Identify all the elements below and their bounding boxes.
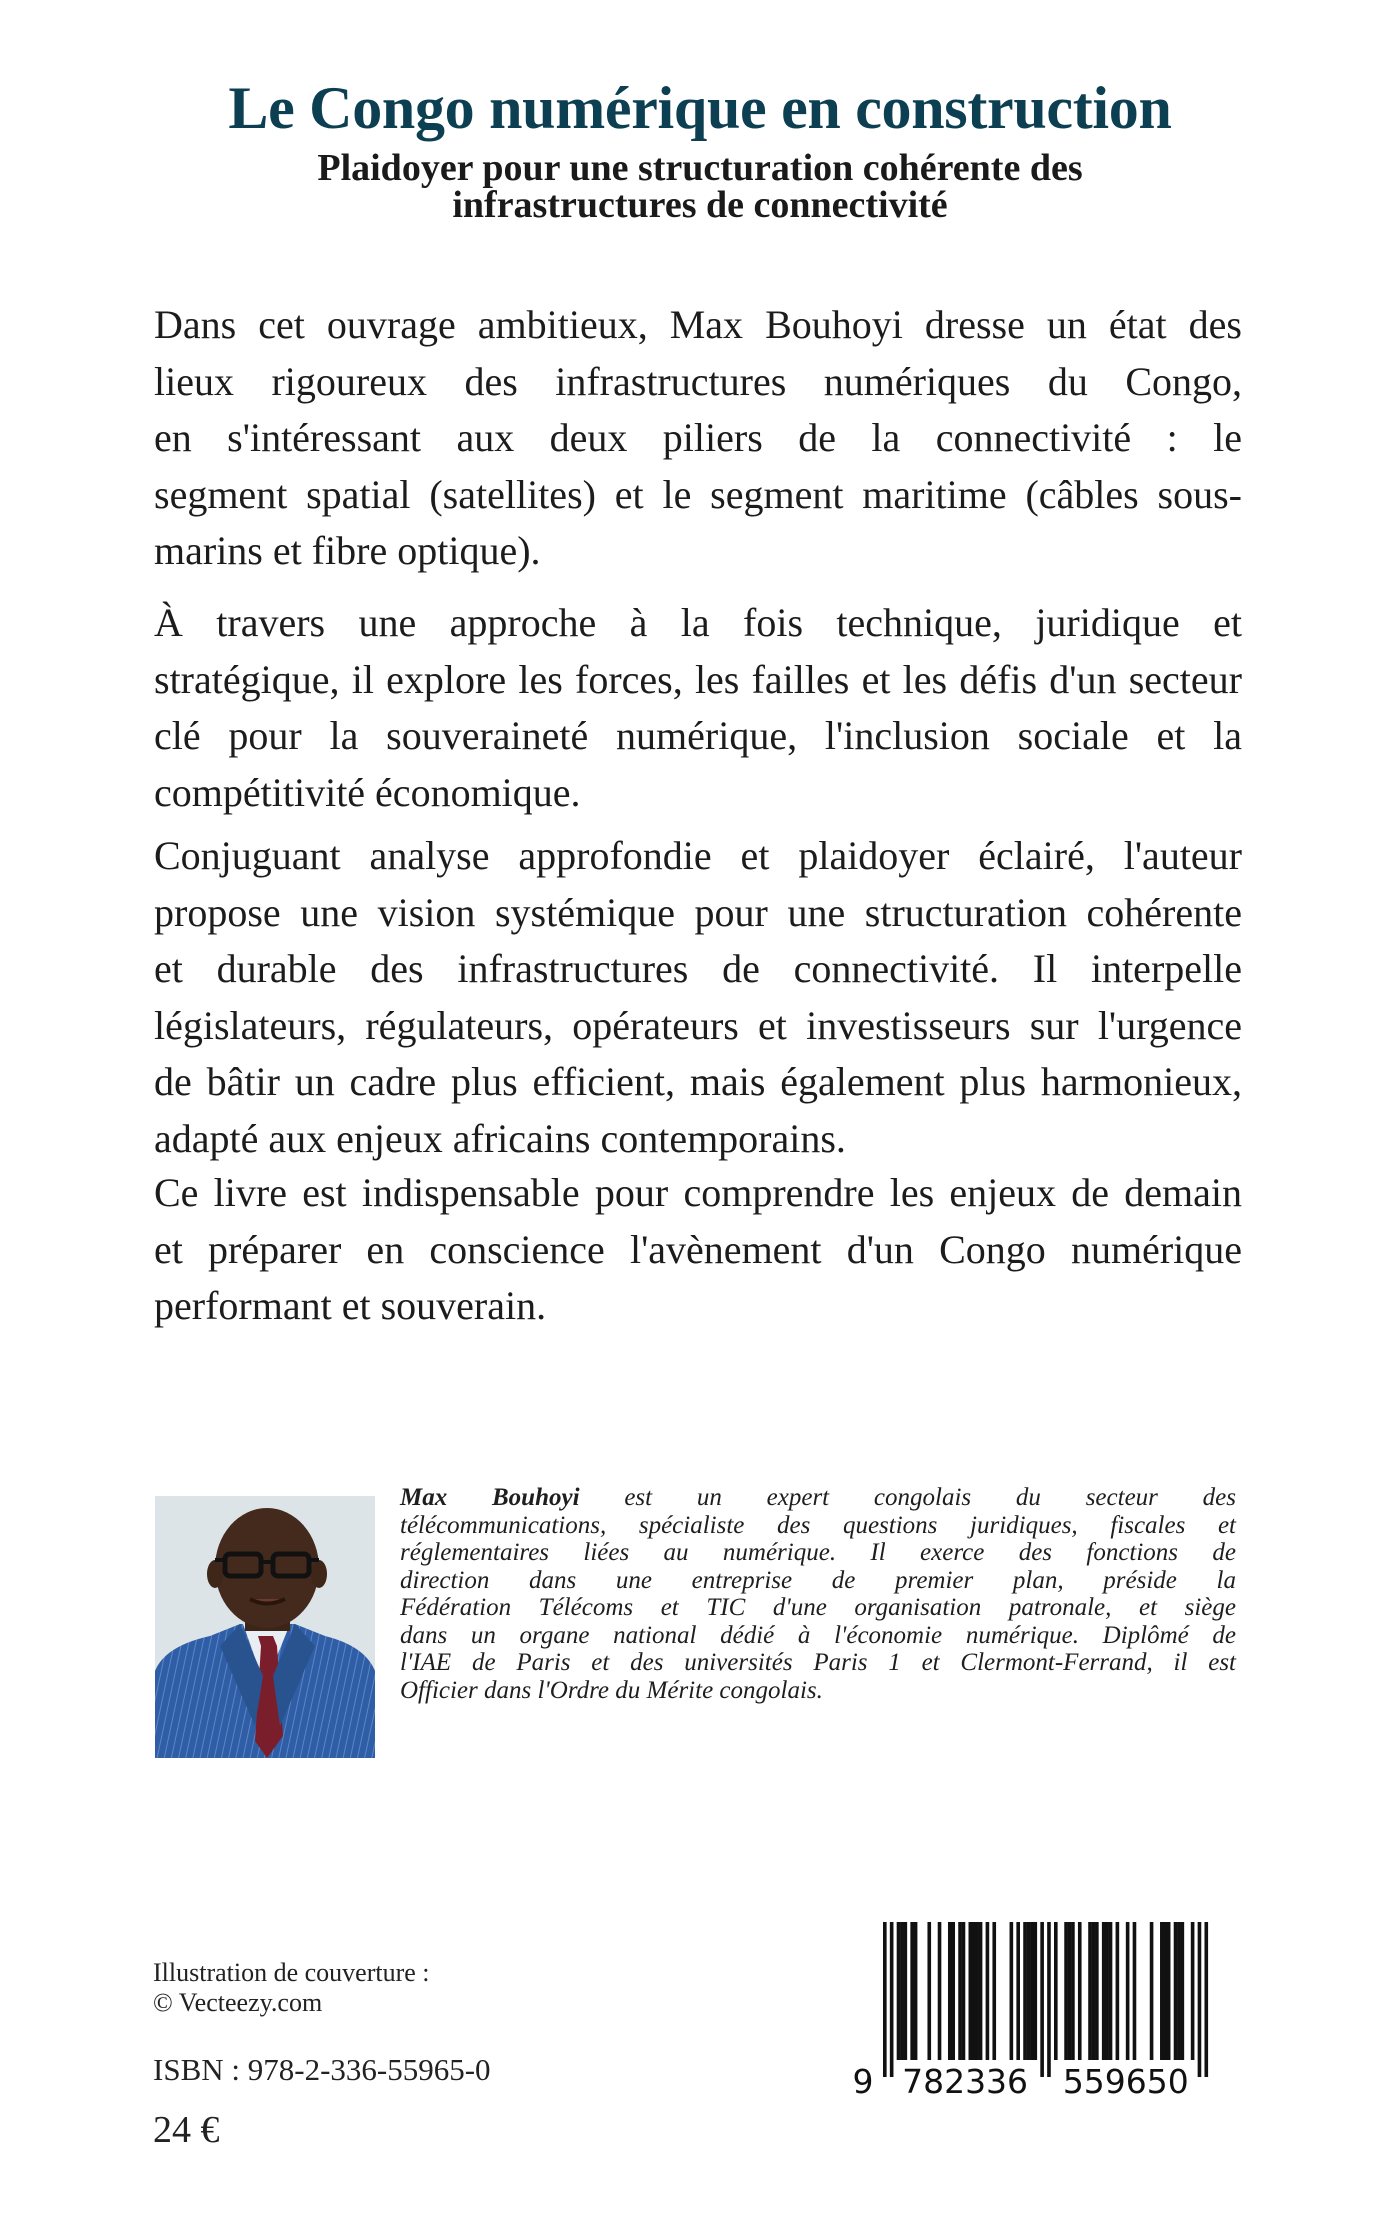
price-text: 24 €: [153, 2109, 220, 2151]
text-line: segment spatial (satellites) et le segment maritime (câbles sous-: [154, 471, 1242, 517]
book-subtitle: [0, 147, 1400, 226]
text-line: À travers une approche à la fois technique, juridique et: [154, 600, 1242, 645]
text-line: Conjuguant analyse approfondie et plaidoyer éclairé, l'auteur: [154, 833, 1242, 878]
barcode-digits: 9: [852, 2062, 874, 2101]
blurb-paragraph-4: [154, 1165, 1242, 1335]
bio-line: Fédération Télécoms et TIC d'une organisation patronale, et siège: [400, 1594, 1236, 1621]
isbn-barcode: [845, 1918, 1220, 2103]
text-line: et durable des infrastructures de connectivité. Il interpelle: [154, 946, 1242, 991]
bio-line: l'IAE de Paris et des universités Paris 1 et Clermont-Ferrand, il est: [400, 1649, 1236, 1676]
credit-value: © Vecteezy.com: [153, 1988, 323, 2017]
blurb-paragraph-3: [154, 828, 1242, 1167]
text-line: de bâtir un cadre plus efficient, mais également plus harmonieux,: [154, 1059, 1242, 1104]
subtitle-line: Plaidoyer pour une structuration cohérente des: [317, 147, 1083, 189]
text-line: législateurs, régulateurs, opérateurs et investisseurs sur l'urgence: [154, 1002, 1242, 1048]
cover-credit: [153, 1958, 430, 2018]
text-line: et préparer en conscience l'avènement d'un Congo numérique: [154, 1226, 1242, 1272]
bio-text: est un expert congolais du secteur des: [579, 1484, 1236, 1511]
text-line: adapté aux enjeux africains contemporains.: [154, 1115, 846, 1161]
barcode-icon: [845, 1918, 1220, 2103]
subtitle-line: infrastructures de connectivité: [452, 184, 948, 226]
blurb-paragraph-1: [154, 297, 1242, 580]
isbn-text: ISBN : 978-2-336-55965-0: [153, 2052, 491, 2087]
bio-line: dans un organe national dédié à l'économie numérique. Diplômé de: [400, 1621, 1236, 1649]
author-portrait-icon: [155, 1496, 375, 1758]
barcode-digits: 559650: [1062, 2062, 1189, 2101]
text-line: lieux rigoureux des infrastructures numériques du Congo,: [154, 358, 1242, 404]
text-line: en s'intéressant aux deux piliers de la connectivité : le: [154, 415, 1242, 460]
barcode-digits: 782336: [902, 2062, 1029, 2101]
text-line: performant et souverain.: [154, 1283, 547, 1328]
blurb-paragraph-2: [154, 595, 1242, 821]
text-line: stratégique, il explore les forces, les failles et les défis d'un secteur: [154, 656, 1242, 702]
author-bio: [400, 1484, 1236, 1704]
text-line: clé pour la souveraineté numérique, l'inclusion sociale et la: [154, 713, 1242, 758]
text-line: propose une vision systémique pour une structuration cohérente: [154, 889, 1242, 935]
bio-line: Officier dans l'Ordre du Mérite congolais.: [400, 1676, 823, 1704]
bio-line: télécommunications, spécialiste des questions juridiques, fiscales et: [400, 1511, 1236, 1539]
author-name: Max Bouhoyi: [400, 1484, 580, 1511]
text-line: compétitivité économique.: [154, 769, 581, 815]
credit-label: Illustration de couverture :: [153, 1958, 430, 1987]
text-line: Ce livre est indispensable pour comprendre les enjeux de demain: [154, 1170, 1242, 1215]
bio-line: [400, 1484, 1236, 1512]
text-line: Dans cet ouvrage ambitieux, Max Bouhoyi dresse un état des: [154, 302, 1242, 347]
author-photo: [155, 1496, 375, 1758]
bio-line: réglementaires liées au numérique. Il exerce des fonctions de: [400, 1539, 1236, 1566]
bio-line: direction dans une entreprise de premier plan, préside la: [400, 1566, 1236, 1594]
book-title: Le Congo numérique en construction: [228, 75, 1172, 141]
text-line: marins et fibre optique).: [154, 528, 541, 573]
